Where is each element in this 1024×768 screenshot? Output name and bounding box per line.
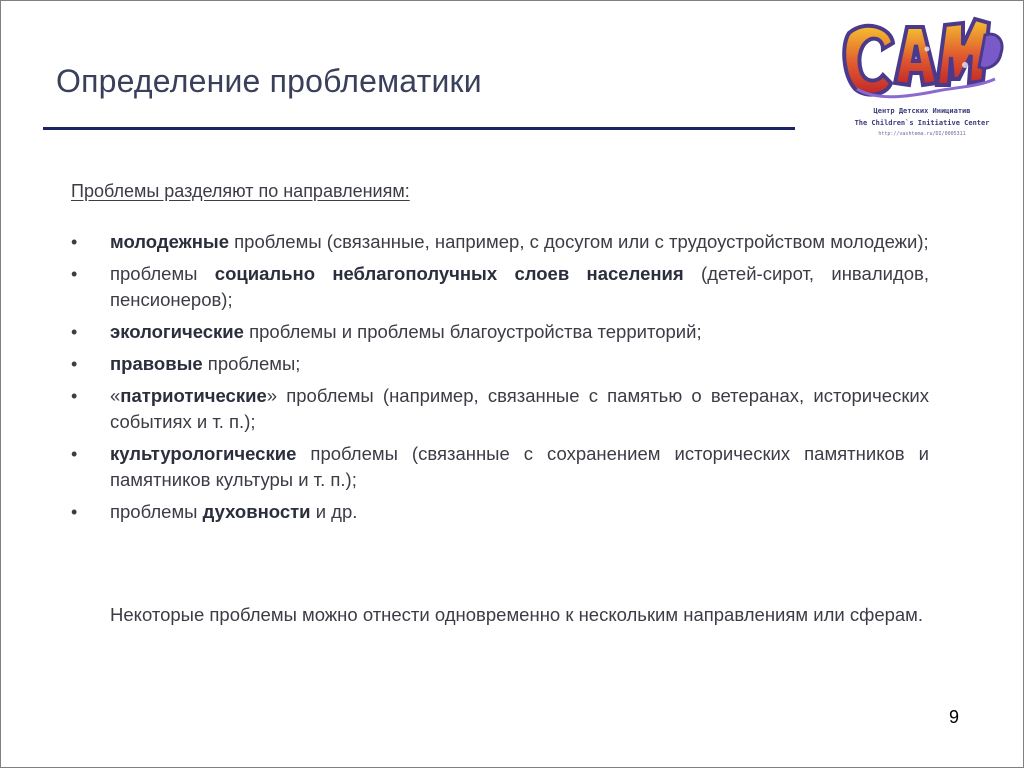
item-keyword: экологические: [110, 321, 244, 342]
page-title: Определение проблематики: [56, 63, 482, 99]
page-number: 9: [949, 707, 960, 727]
list-item: [71, 261, 929, 313]
item-keyword: культурологические: [110, 443, 297, 464]
closing-note: Некоторые проблемы можно отнести одновременно к нескольким направлениям или сферам.: [110, 604, 924, 625]
bullet-icon: •: [71, 444, 78, 464]
item-keyword: духовности: [202, 501, 311, 522]
list-item: [71, 229, 929, 255]
item-text: «: [110, 385, 121, 406]
item-keyword: правовые: [110, 353, 203, 374]
list-item: [71, 383, 929, 435]
item-keyword: патриотические: [120, 385, 267, 406]
item-keyword: молодежные: [110, 231, 230, 252]
problem-list: [71, 229, 929, 531]
item-text: проблемы (связанные с сохранением исторических памятников и памятников культуры и т. п.);: [110, 443, 929, 490]
list-item: [71, 499, 929, 525]
bullet-icon: •: [71, 502, 78, 522]
item-text: проблемы (связанные, например, с досугом или с трудоустройством молодежи);: [229, 231, 929, 252]
item-keyword: социально неблагополучных слоев населения: [214, 263, 684, 284]
bullet-icon: •: [71, 322, 78, 342]
title-underline: [43, 127, 795, 130]
list-heading: Проблемы разделяют по направлениям:: [71, 181, 410, 201]
item-text: проблемы и проблемы благоустройства территорий;: [243, 321, 702, 342]
item-text: » проблемы (например, связанные с памятью о ветеранах, исторических событиях и т. п.);: [110, 385, 929, 432]
list-item: [71, 351, 929, 377]
bullet-icon: •: [71, 264, 78, 284]
item-text: проблемы: [110, 501, 203, 522]
logo-caption-ru: Центр Детских Инициатив: [873, 107, 971, 115]
bullet-icon: •: [71, 354, 78, 374]
bullet-icon: •: [71, 386, 78, 406]
item-text: проблемы;: [202, 353, 301, 374]
item-text: и др.: [310, 501, 358, 522]
logo-caption-en: The Children`s Initiative Center: [854, 119, 990, 127]
item-text: (детей-сирот, инвалидов, пенсионеров);: [110, 263, 929, 310]
list-item: [71, 319, 929, 345]
item-text: проблемы: [110, 263, 215, 284]
bullet-icon: •: [71, 232, 78, 252]
list-item: [71, 441, 929, 493]
logo-url: http://vashtema.ru/DI/0005311: [878, 131, 966, 137]
